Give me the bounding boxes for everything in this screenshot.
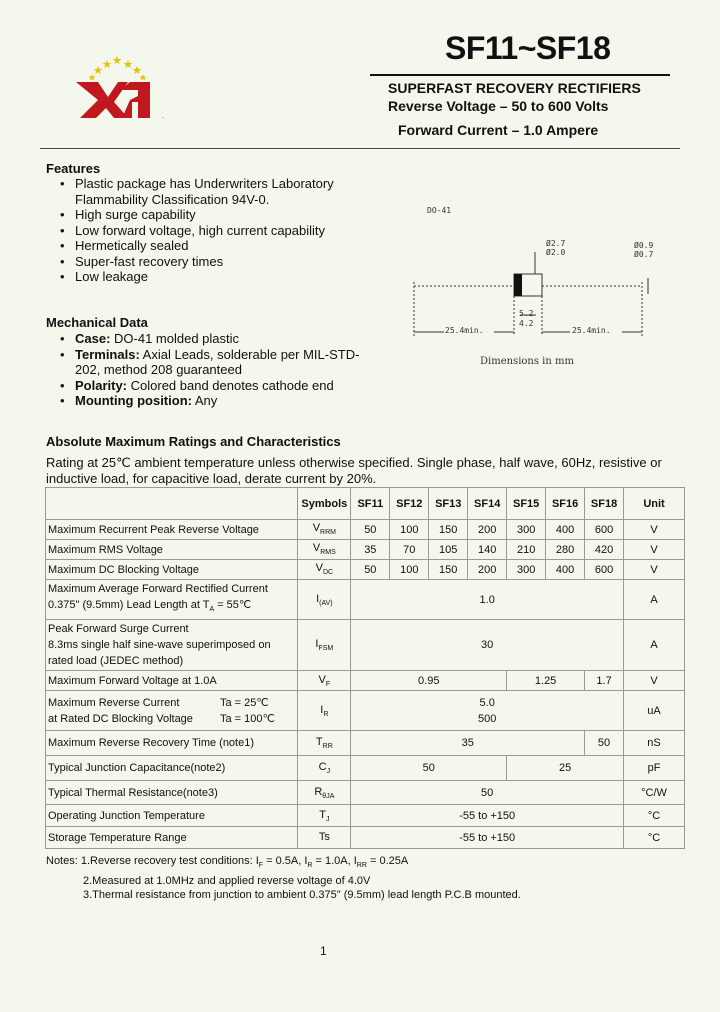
list-item: • Low forward voltage, high current capability xyxy=(46,223,366,239)
ratings-intro: Rating at 25℃ ambient temperature unless otherwise specified. Single phase, half wave, 60Hz, resistive or inductive load, for capacitive load, derate current by 20%. xyxy=(46,455,662,486)
body-length-min: 4.2 xyxy=(519,319,534,328)
header-param xyxy=(46,488,298,520)
lead-length-left: 25.4min. xyxy=(445,326,484,335)
header-model: SF14 xyxy=(468,488,507,520)
package-label: DO-41 xyxy=(427,206,452,215)
list-item: • High surge capability xyxy=(46,207,366,223)
diode-outline-diagram xyxy=(400,252,660,342)
header-model: SF11 xyxy=(351,488,390,520)
reverse-voltage: Reverse Voltage – 50 to 600 Volts xyxy=(388,98,609,114)
logo-mark xyxy=(76,82,150,118)
mechanical-heading: Mechanical Data xyxy=(46,315,148,330)
company-logo xyxy=(70,52,180,122)
page-number: 1 xyxy=(320,944,327,958)
subtitle: SUPERFAST RECOVERY RECTIFIERS xyxy=(388,80,641,96)
note-2: 2.Measured at 1.0MHz and applied reverse voltage of 4.0V xyxy=(83,874,371,887)
table-row: Maximum Recurrent Peak Reverse Voltage $V_{RRM}$ 50 100 150 200 300 400 600 V xyxy=(46,520,685,540)
note-1: Notes: 1.Reverse recovery test conditions: $I_F = 0.5A$, $I_R = 1.0A$, $I_{RR} = 0.25A$ xyxy=(46,855,409,870)
body-length-max: 5.2 xyxy=(519,309,534,318)
title-rule xyxy=(370,74,670,76)
logo-stars xyxy=(88,56,147,81)
table-row: Maximum Reverse Current at Rated DC Blocking Voltage Ta = 25℃ Ta = 100℃ $I_R$ 5.0 500 uA xyxy=(46,691,685,731)
header-model: SF15 xyxy=(507,488,546,520)
forward-current: Forward Current – 1.0 Ampere xyxy=(398,122,599,138)
header-model: SF16 xyxy=(546,488,585,520)
list-item: • Polarity: Colored band denotes cathode end xyxy=(46,378,376,394)
lead-dia-min: Ø0.7 xyxy=(634,250,654,259)
table-header-row xyxy=(46,488,685,520)
notes xyxy=(46,854,521,903)
list-item: • Mounting position: Any xyxy=(46,393,376,409)
table-row: Operating Junction Temperature $T_J$ -55 to +150 °C xyxy=(46,805,685,827)
features-heading: Features xyxy=(46,161,101,176)
list-item: • Case: DO-41 molded plastic xyxy=(46,331,376,347)
list-item: • Plastic package has Underwriters Laboratory Flammability Classification 94V-0. xyxy=(46,176,366,207)
cathode-band xyxy=(514,274,522,296)
header-unit: Unit xyxy=(624,488,685,520)
features-list xyxy=(46,176,366,285)
table-row: Maximum Average Forward Rectified Current 0.375" (9.5mm) Lead Length at $T_A$ = 55℃ $I_{(AV)}$ 1.0 A xyxy=(46,580,685,620)
lead-dia-max: Ø0.9 xyxy=(634,241,654,250)
lead-length-right: 25.4min. xyxy=(572,326,611,335)
table-row: Maximum RMS Voltage $V_{RMS}$ 35 70 105 140 210 280 420 V xyxy=(46,540,685,560)
diagram-caption: Dimensions in mm xyxy=(480,356,574,367)
ratings-table xyxy=(45,487,685,849)
table-row: Maximum DC Blocking Voltage $V_{DC}$ 50 100 150 200 300 400 600 V xyxy=(46,560,685,580)
table-row: Peak Forward Surge Current 8.3ms single half sine-wave superimposed on rated load (JEDEC method) $I_{FSM}$ 30 A xyxy=(46,620,685,671)
list-item: • Hermetically sealed xyxy=(46,238,366,254)
mechanical-list xyxy=(46,331,376,409)
table-row: Storage Temperature Range Ts -55 to +150 °C xyxy=(46,827,685,849)
header-model: SF13 xyxy=(429,488,468,520)
note-3: 3.Thermal resistance from junction to ambient 0.375" (9.5mm) lead length P.C.B mounted. xyxy=(83,889,521,902)
header-model: SF18 xyxy=(585,488,624,520)
list-item: • Terminals: Axial Leads, solderable per MIL-STD-202, method 208 guaranteed xyxy=(46,347,376,378)
table-row: Typical Junction Capacitance(note2) $C_J$ 50 25 pF xyxy=(46,756,685,781)
table-row: Maximum Forward Voltage at 1.0A $V_F$ 0.95 1.25 1.7 V xyxy=(46,671,685,691)
body-dia-min: Ø2.0 xyxy=(546,248,566,257)
svg-text:.: . xyxy=(162,113,164,120)
table-row: Maximum Reverse Recovery Time (note1) $T_{RR}$ 35 50 nS xyxy=(46,731,685,756)
table-row: Typical Thermal Resistance(note3) $R_{\theta JA}$ 50 °C/W xyxy=(46,781,685,805)
list-item: • Low leakage xyxy=(46,269,366,285)
header-model: SF12 xyxy=(390,488,429,520)
ratings-heading: Absolute Maximum Ratings and Characteristics xyxy=(46,434,341,449)
list-item: • Super-fast recovery times xyxy=(46,254,366,270)
header-separator xyxy=(40,148,680,149)
body-dia-max: Ø2.7 xyxy=(546,239,566,248)
page-title: SF11~SF18 xyxy=(445,30,611,66)
header-symbols: Symbols xyxy=(298,488,351,520)
